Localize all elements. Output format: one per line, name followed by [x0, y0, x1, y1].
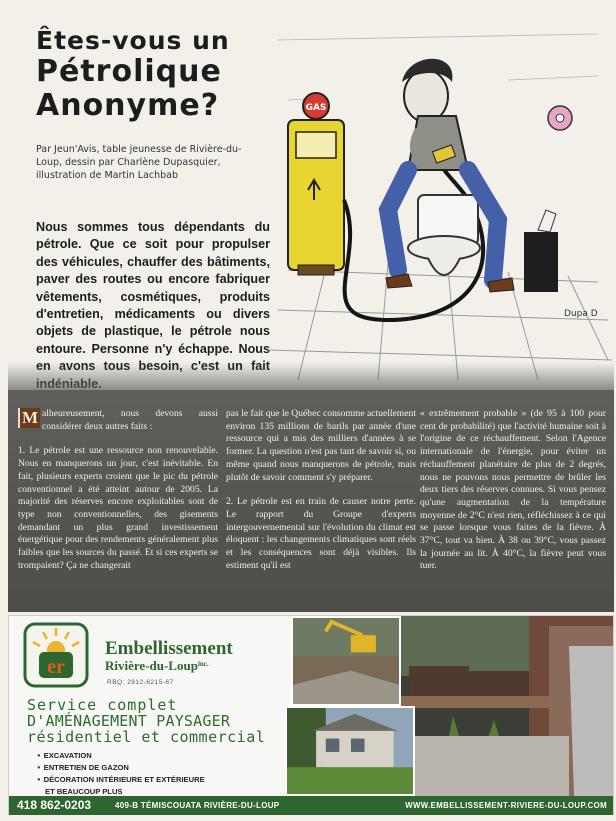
trash-can-icon	[524, 210, 558, 292]
col1-paragraph-2: 1. Le pétrole est une ressource non renouvelable. Nous en manquerons un jour, c'est inévitable. En fait, plusieurs experts croient que le pic du pétrole conventionnel a été atteint autour de 2005. La majorité des réserves encore exploitables sont de type non conventionnelles, des gisements demandant un plus grand investissement énergétique pour des rendements généralement plus faibles que les sources du passé. Et si ces experts se trompaient? Ça ne changerait	[18, 445, 218, 571]
drop-cap: M	[18, 408, 40, 428]
title-line-3: Anonyme?	[36, 88, 220, 123]
service-item: ● EXCAVATION	[45, 750, 205, 762]
advertisement[interactable]	[8, 615, 614, 815]
house-photo	[285, 706, 415, 796]
col3-paragraph-1: « extrêmement probable » (de 95 à 100 pour cent de probabilité) que l'activité humaine soit à l'origine de ce réchauffement. Selon l'Agence internationale de l'énergie, pour éviter un réchauffement planétaire de plus de 2 degrés, nous ne pouvons nous permettre de brûler les deux tiers des réserves connues. Si vous pensez qu'une augmentation de la température moyenne de 2°C n'est rien, réfléchissez à ce qui se passe lorsque vous faites de la fièvre. À 37°C, tout va bien. À 38 ou 39°C, vous passez la journée au lit. À 40°C, la fièvre peut vous tuer.	[420, 408, 606, 572]
company-name-line-1: Embellissement	[105, 638, 233, 659]
article-title	[36, 26, 276, 123]
body-column-1	[18, 408, 218, 584]
company-name-suffix: inc.	[197, 660, 209, 668]
byline: Par Jeun'Avis, table jeunesse de Rivière-du-Loup, dessin par Charlène Dupasquier, illustration de Martin Lachbab	[36, 144, 242, 181]
title-line-1: Êtes-vous un	[36, 26, 230, 55]
service-item-continuation: ET BEAUCOUP PLUS	[45, 787, 123, 796]
company-name-main: Rivière-du-Loup	[105, 658, 198, 673]
illustration-signature: Dupa D	[564, 309, 598, 319]
col2-paragraph-1: pas le fait que le Québec consomme actuellement environ 135 millions de barils par année d'une ressource qui a mis des milliers d'années à se former. La question n'est pas tant de savoir si, ou même quand nous manquerons de pétrole, mais plutôt de savoir comment s'y préparer.	[226, 408, 416, 483]
title-line-2: Pétrolique	[36, 54, 222, 89]
intro-paragraph: Nous sommes tous dépendants du pétrole. Que ce soit pour propulser des véhicules, chauffer des bâtiments, paver des routes ou encore fabriquer vêtements, cosmétiques, produits d'entretien, médicaments ou divers objets de plastique, le pétrole nous entoure. Personne n'y échappe. Nous	[36, 220, 270, 356]
toilet-paper-icon	[548, 106, 572, 130]
body-column-3	[420, 408, 606, 585]
excavation-photo	[291, 616, 401, 706]
services-list	[45, 750, 205, 797]
service-line-3: résidentiel et commercial	[27, 728, 266, 746]
gas-pump-icon	[288, 93, 344, 275]
company-logo-icon	[23, 622, 89, 688]
logo-letters: er	[47, 656, 65, 678]
col1-paragraph-1: alheureusement, nous devons aussi considérer deux autres faits :	[42, 408, 218, 432]
col2-paragraph-2: 2. Le pétrole est en train de causer notre perte. Le rapport du Groupe d'experts intergouvernemental sur l'évolution du climat est éloquent : les changements climatiques sont réels et les conséquences sont déjà visibles. Ils estiment qu'il est	[226, 496, 416, 571]
rbq-license: RBQ: 2912-6215-67	[107, 679, 174, 686]
cartoon-illustration	[268, 20, 612, 380]
ad-contact-bar	[9, 796, 613, 815]
toilet-icon	[408, 195, 480, 275]
body-column-2	[226, 408, 416, 584]
website-link[interactable]: WWW.EMBELLISSEMENT-RIVIERE-DU-LOUP.COM	[405, 801, 607, 810]
service-line-1: Service complet	[27, 696, 178, 714]
service-line-2: D'AMÉNAGEMENT PAYSAGER	[27, 712, 231, 730]
phone-number[interactable]: 418 862-0203	[17, 798, 92, 812]
company-name-line-2	[105, 658, 209, 674]
service-item: ● ENTRETIEN DE GAZON	[45, 762, 205, 774]
street-address: 409-B TÉMISCOUATA RIVIÈRE-DU-LOUP	[115, 801, 280, 810]
service-item: ● DÉCORATION INTÉRIEURE ET EXTÉRIEURE	[45, 774, 205, 786]
pump-label: GAS	[305, 103, 327, 113]
